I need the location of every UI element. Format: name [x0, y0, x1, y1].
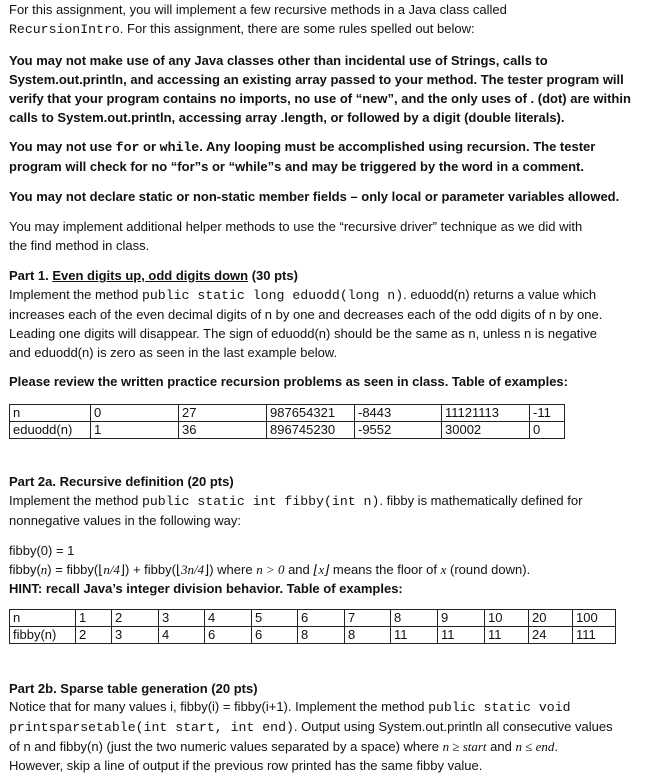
fibby-hint: HINT: recall Java’s integer division behavior. Table of examples: [9, 581, 403, 596]
intro-paragraph [9, 0, 507, 39]
intro-text-after: . For this assignment, there are some rules spelled out below: [119, 21, 475, 36]
fibby-definition: fibby(0) = 1 fibby(n) = fibby(⌊n/4⌋) + fibby(⌊3n/4⌋) where n > 0 and ⌊x⌋ means the floor of x (round down). [9, 543, 531, 577]
part1-heading: Part 1. Even digits up, odd digits down (30 pts) [9, 268, 298, 283]
eduodd-table [9, 404, 565, 439]
part2a-heading: Part 2a. Recursive definition (20 pts) [9, 474, 234, 489]
table-row: n 1 2 3 4 5 6 7 8 9 10 20 100 [10, 610, 616, 627]
part1-review: Please review the written practice recursion problems as seen in class. Table of examples: [9, 374, 568, 389]
table-row: fibby(n) 2 3 4 6 6 8 8 11 11 11 24 111 [10, 627, 616, 644]
helper-paragraph: You may implement additional helper methods to use the “recursive driver” technique as we did with the find method in class. [9, 219, 583, 253]
part2b-body: Notice that for many values i, fibby(i) = fibby(i+1). Implement the method public static void printsparsetable(int start, int end). Output using System.out.println all consecutive values of n and fibby(n) (just the two numeric values separated by a space) where n ≥ start and n ≤ end. However, skip a line of output if the previous row printed has the same fibby value. [9, 699, 613, 773]
rule-3: You may not declare static or non-static member fields – only local or parameter variables allowed. [9, 189, 620, 204]
part2b-heading: Part 2b. Sparse table generation (20 pts) [9, 681, 258, 696]
part2a-body: Implement the method public static int fibby(int n). fibby is mathematically defined for nonnegative values in the following way: [9, 493, 583, 528]
fibby-table [9, 609, 616, 644]
rule-1: You may not make use of any Java classes other than incidental use of Strings, calls to System.out.println, and accessing an existing array passed to your method. The tester program will verify that your program contains no imports, no use of “new”, and the only uses of . (dot) are within calls to System.out.println, accessing array .length, or followed by a digit (double literals). [9, 53, 631, 125]
table-row: n 0 27 987654321 -8443 11121113 -11 [10, 405, 565, 422]
rule-2: You may not use for or while. Any looping must be accomplished using recursion. The tester program will check for no “for”s or “while”s and may be triggered by the word in a comment. [9, 139, 596, 174]
class-name: RecursionIntro [9, 22, 120, 37]
part1-body: Implement the method public static long eduodd(long n). eduodd(n) returns a value which increases each of the even decimal digits of n by one and decreases each of the odd digits of n by one. Leading one digits will disappear. The sign of eduodd(n) should be the same as n, unless n is negative and eduodd(n) is zero as seen in the last example below. [9, 287, 603, 360]
intro-text: For this assignment, you will implement a few recursive methods in a Java class called [9, 2, 507, 17]
table-row: eduodd(n) 1 36 896745230 -9552 30002 0 [10, 422, 565, 439]
